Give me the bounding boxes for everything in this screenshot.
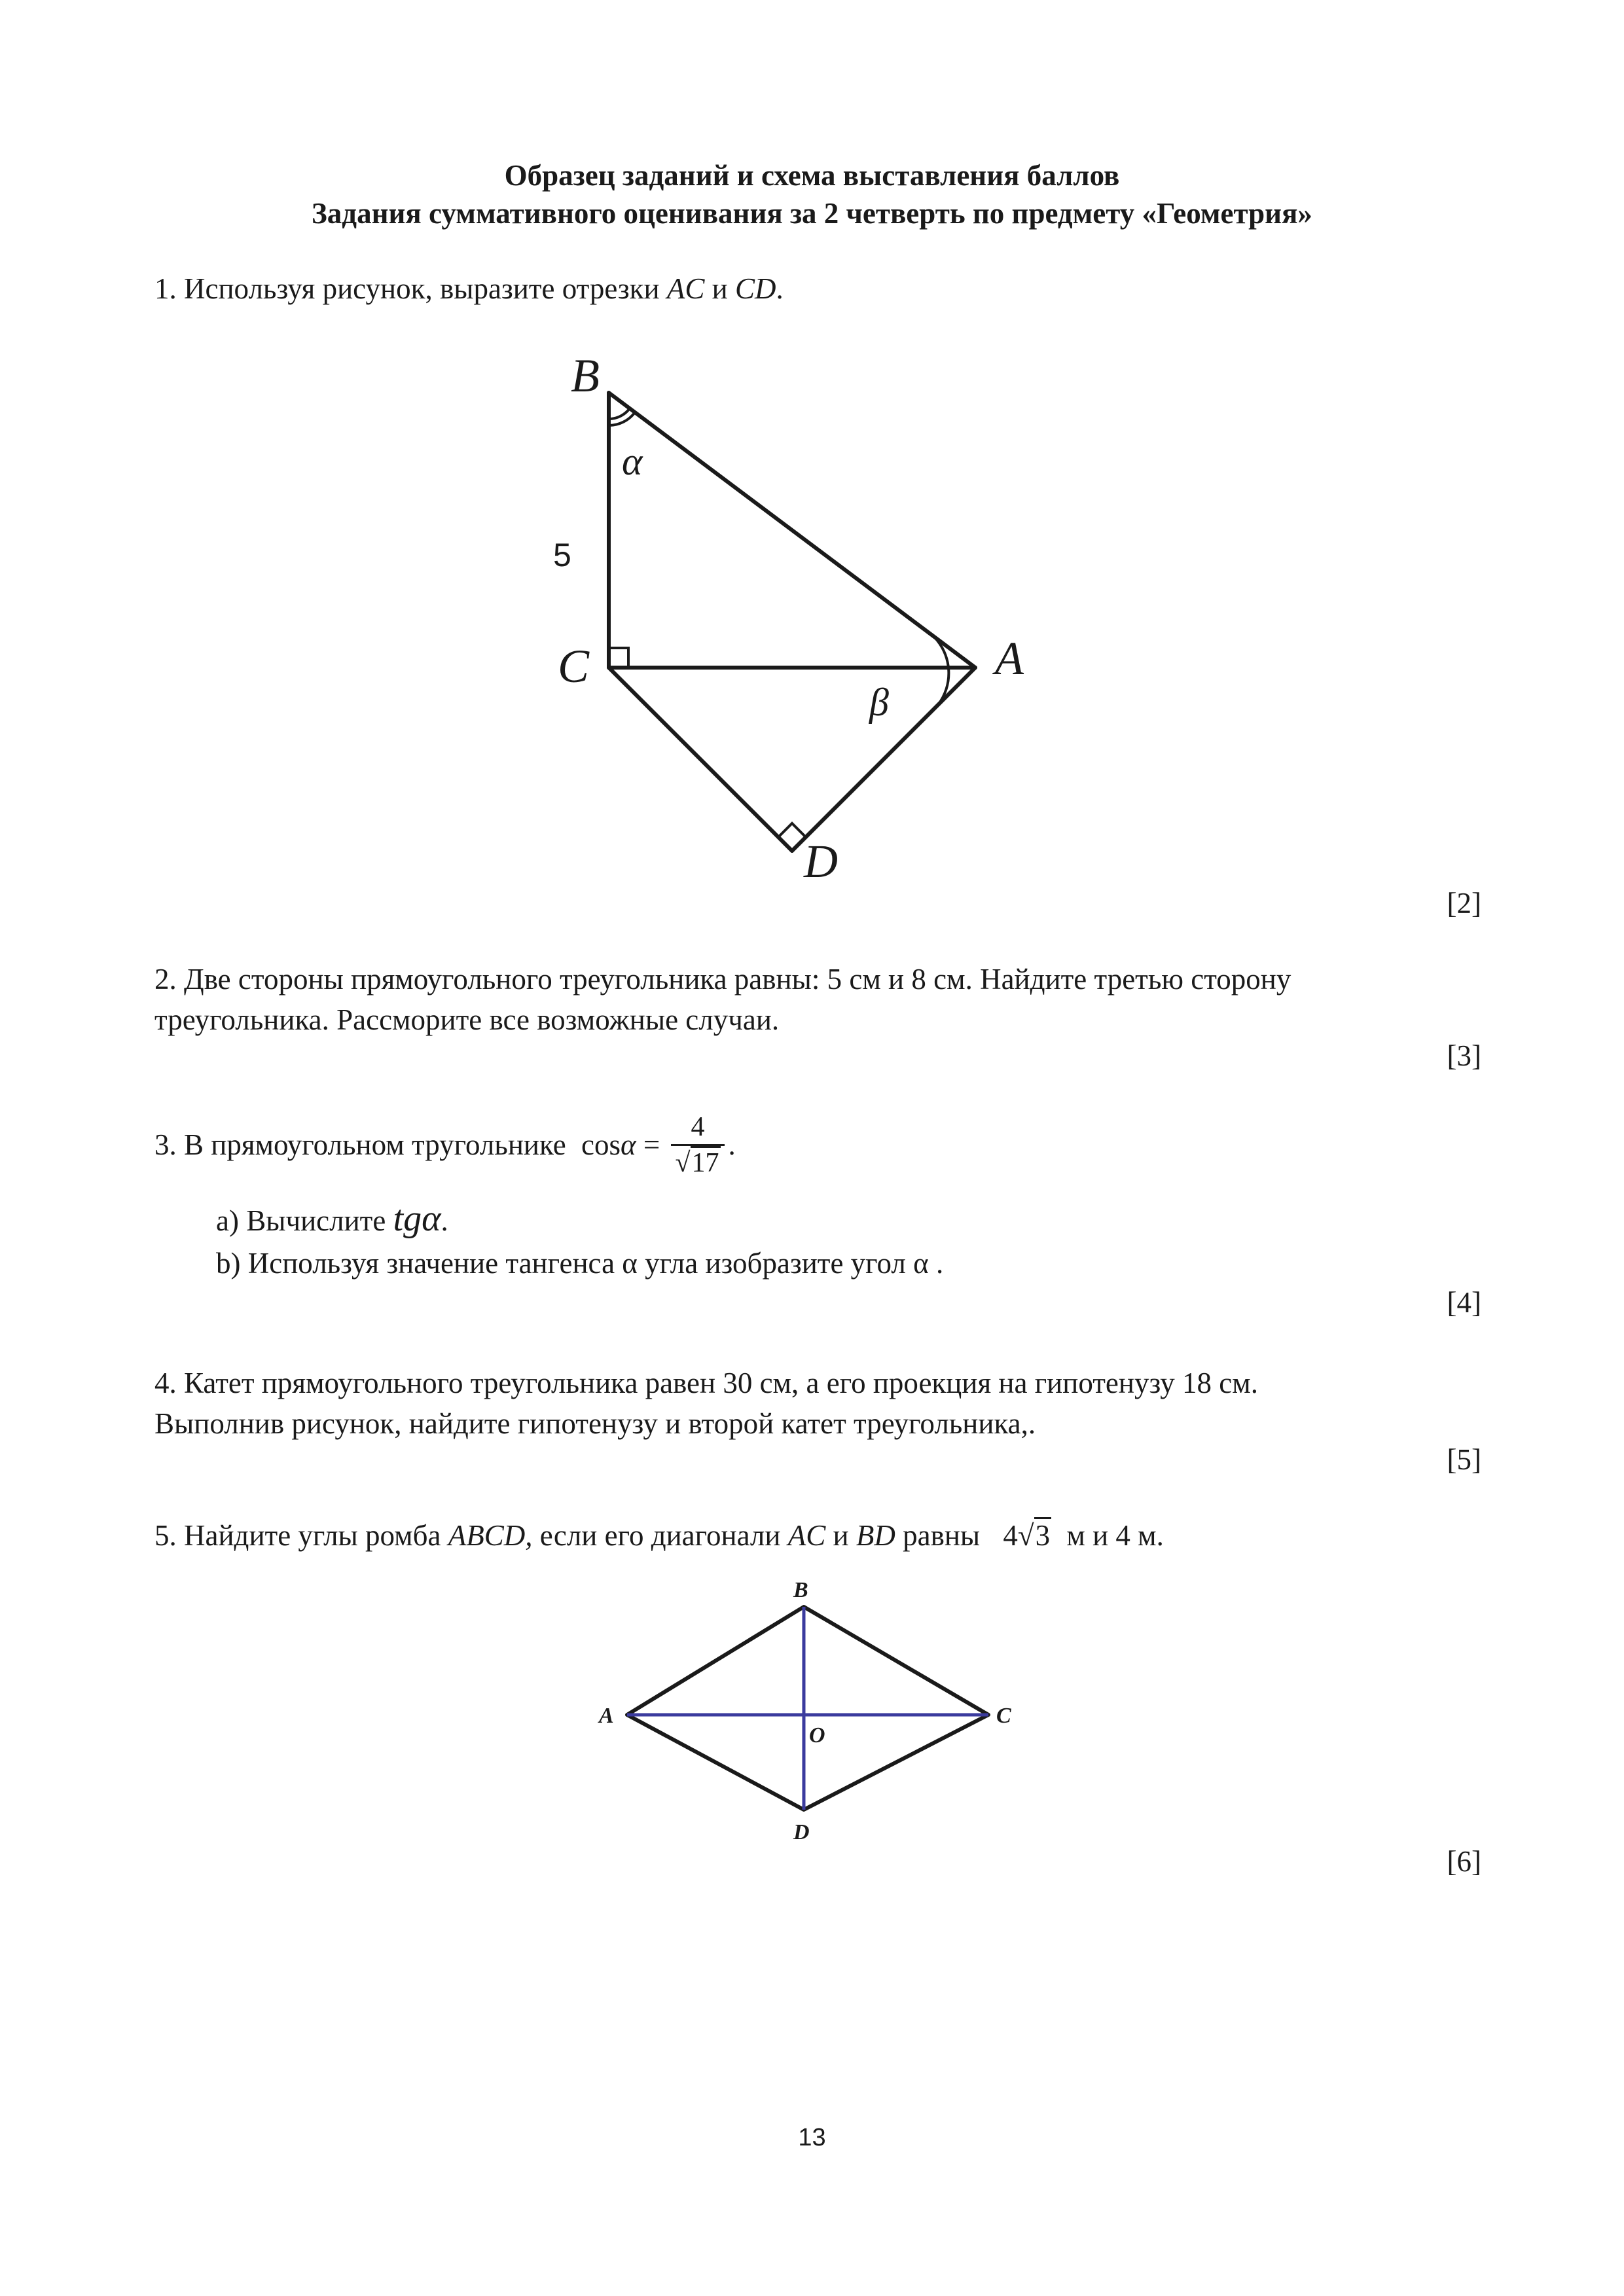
task5-score: [6] [1447,1845,1481,1878]
task5-diagonal-bd: BD [856,1519,895,1552]
task1-score: [2] [1447,887,1481,920]
vertex-label-d: D [804,835,838,888]
task3-part-a-text: a) Вычислите [216,1204,386,1237]
task1-segment-cd: CD [734,272,776,305]
task2-score: [3] [1447,1039,1481,1072]
task2-line1: 2. Две стороны прямоугольного треугольника равны: 5 см и 8 см. Найдите третью сторону [154,963,1291,996]
vertex-label-c: C [558,640,590,692]
task4-line2: Выполнив рисунок, найдите гипотенузу и второй катет треугольника,. [154,1407,1036,1440]
vertex-label-a: A [995,632,1024,685]
rhombus-label-d: D [793,1820,810,1844]
task5-text2: если его диагонали [539,1519,781,1552]
page-number: 13 [798,2124,826,2151]
task1-number: 1. [154,272,177,305]
task5-diagonal-ac: AC [787,1519,826,1552]
task1-text: Используя рисунок, выразите отрезки [184,272,660,305]
fraction-numerator: 4 [691,1112,705,1142]
page-title-line2: Задания суммативного оценивания за 2 четверть по предмету «Геометрия» [312,197,1312,230]
rhombus-label-c: C [996,1704,1011,1728]
task3-equals: = [643,1128,660,1161]
angle-label-alpha: α [622,440,643,483]
task5-coefficient: 4 [1003,1519,1018,1552]
sqrt-radicand: 17 [691,1146,721,1178]
task5-text: 5. Найдите углы ромба [154,1519,441,1552]
task1-segment-ac: AC [666,272,705,305]
task5-text3: равны [903,1519,981,1552]
rhombus-label-o: O [809,1723,825,1748]
task3-period: . [728,1128,736,1161]
task5-radicand: 3 [1034,1517,1052,1552]
task3-alpha: α [620,1128,636,1161]
task3-part-b: b) Используя значение тангенса α угла изобразите угол α . [216,1247,944,1280]
task5-text4: м и 4 м. [1066,1519,1164,1552]
task3-cos: cos [581,1128,621,1161]
sqrt-sign: √ [675,1148,691,1178]
rhombus-label-a: A [599,1704,614,1728]
task5-conj: и [833,1519,849,1552]
task3-tg-alpha: tgα [393,1198,441,1239]
side-label-bc: 5 [553,537,571,573]
angle-label-beta: β [869,681,889,724]
task2-line2: треугольника. Рассморите все возможные случаи. [154,1003,780,1036]
task1-period: . [776,272,784,305]
task4-score: [5] [1447,1443,1481,1476]
task3-score: [4] [1447,1286,1481,1319]
task5-sqrt-sign: √ [1017,1519,1034,1552]
vertex-label-b: B [571,350,600,402]
task3-part-a-period: . [441,1204,448,1237]
task1-conj: и [712,272,728,305]
page-title-line1: Образец заданий и схема выставления баллов [504,159,1120,192]
task3-text: 3. В прямоугольном тругольнике [154,1128,566,1161]
rhombus-outline [627,1607,988,1810]
rhombus-label-b: B [793,1578,808,1602]
task4-line1: 4. Катет прямоугольного треугольника равен 30 см, а его проекция на гипотенузу 18 см. [154,1367,1258,1399]
task5-rhombus-name: ABCD, [448,1519,533,1552]
